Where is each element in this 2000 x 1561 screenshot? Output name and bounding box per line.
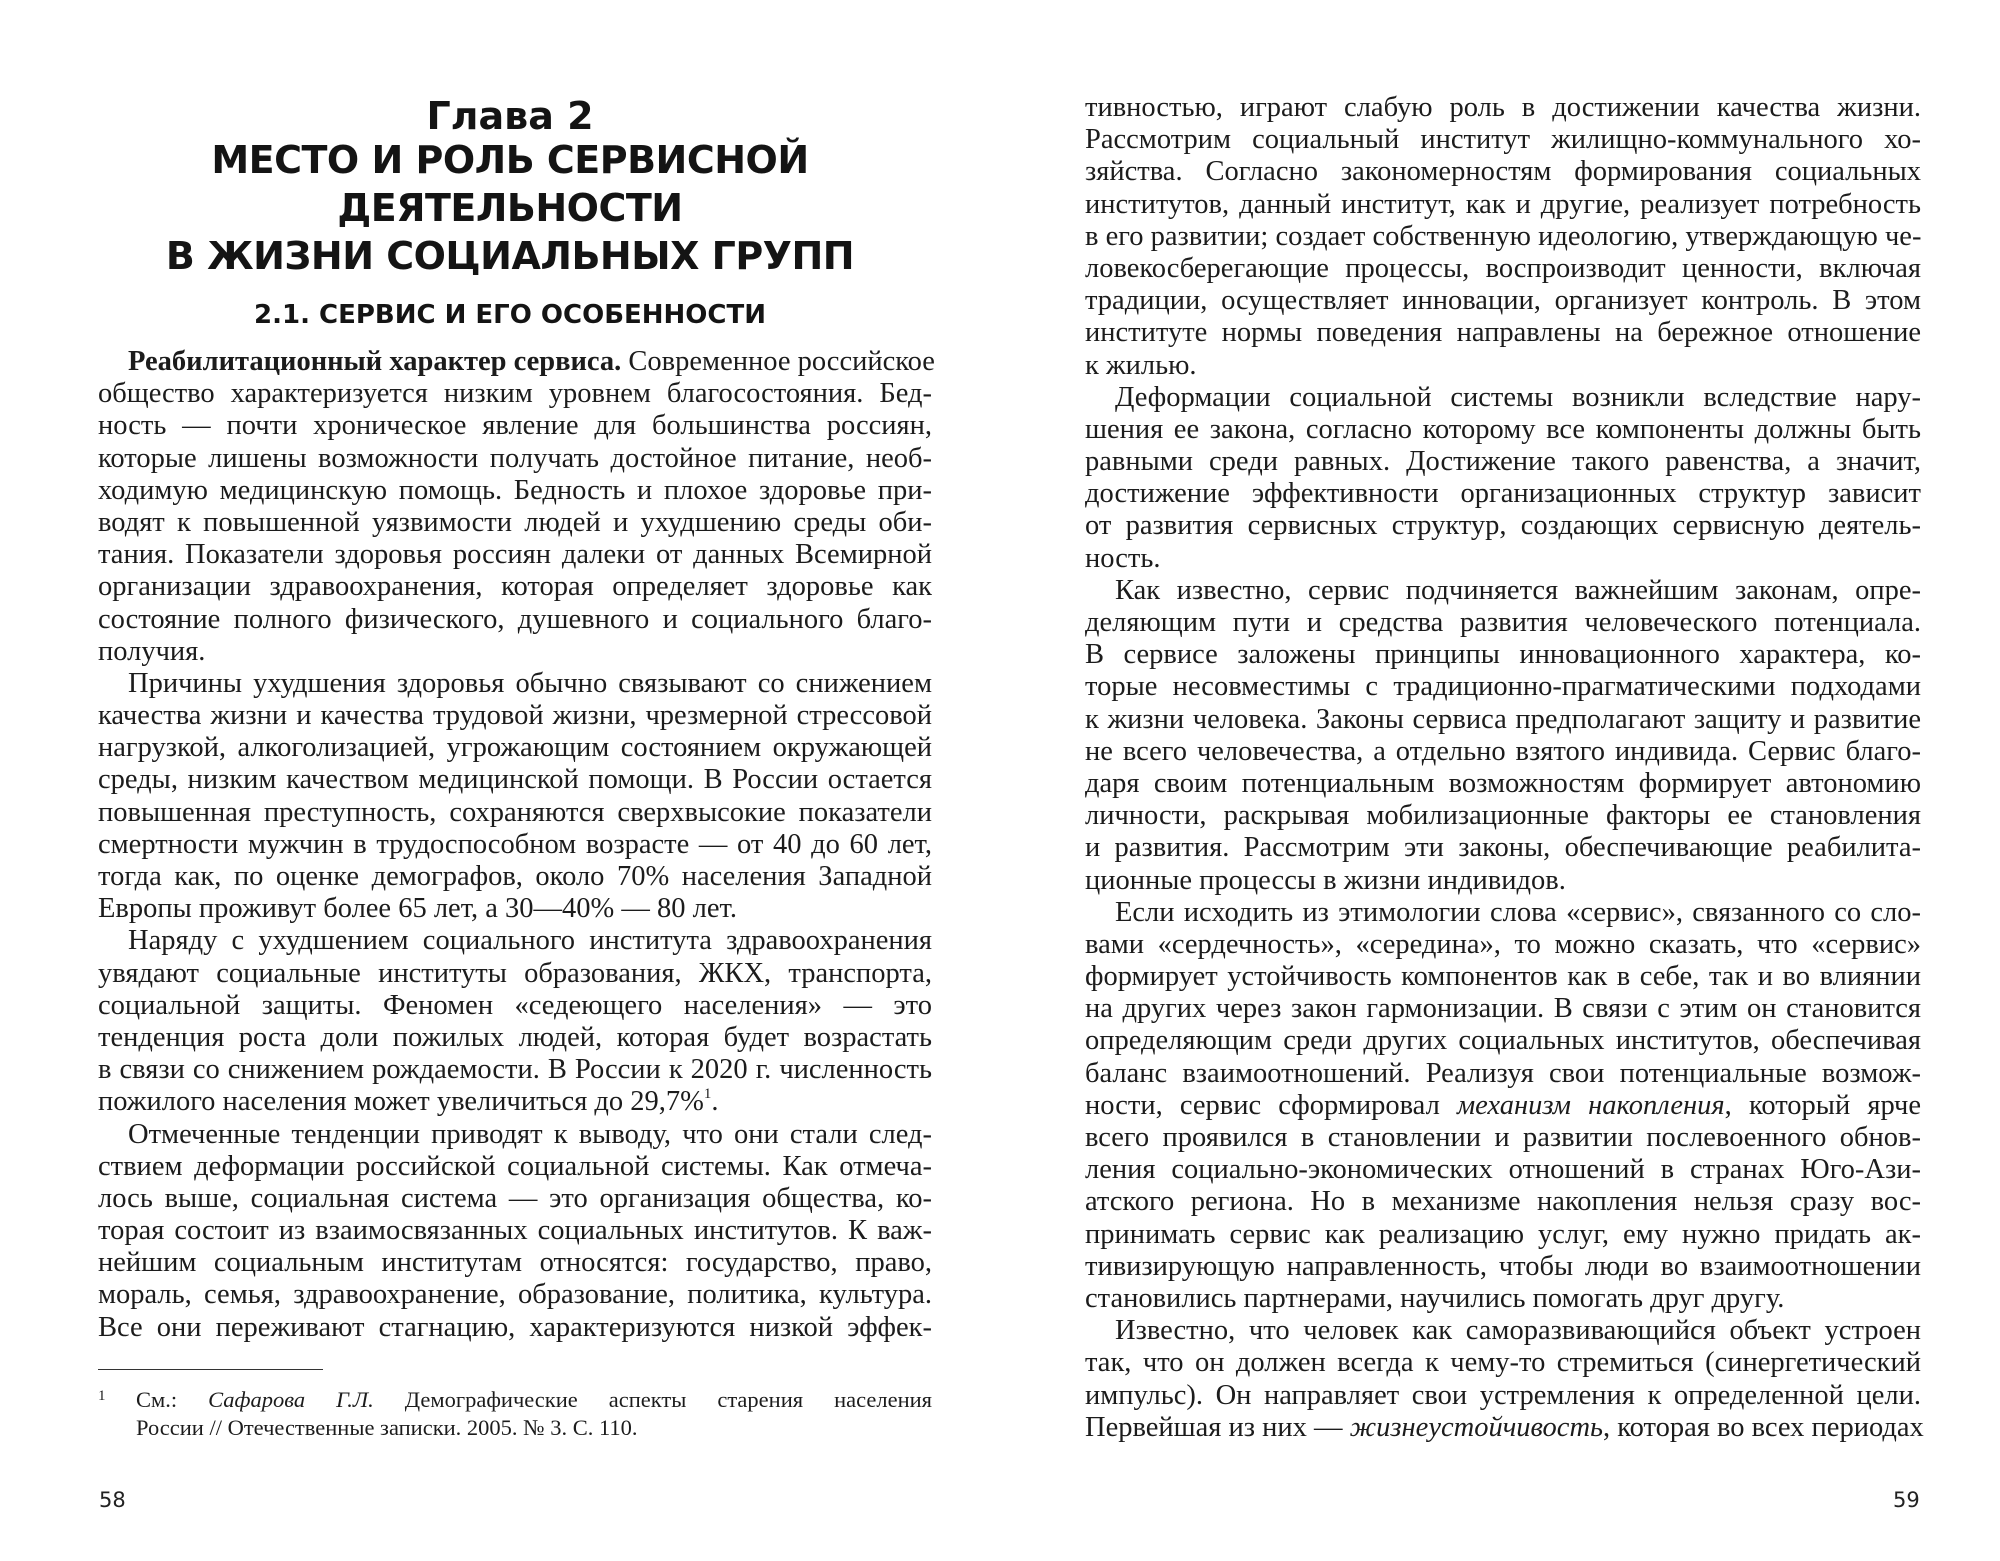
text-line: торые несовместимы с традиционно-прагматическими подходами xyxy=(1085,671,1921,703)
text-line: на других через закон гармонизации. В связи с этим он становится xyxy=(1085,993,1921,1025)
lead-bold-phrase: Реабилитационный характер сервиса. xyxy=(128,346,622,377)
text-line: институтов, данный институт, как и другие, реализует потребность xyxy=(1085,188,1921,220)
text-line: институте нормы поведения направлены на бережное отношение xyxy=(1085,317,1921,349)
text-line: достижение эффективности организационных структур зависит xyxy=(1085,478,1921,510)
footnote-reference[interactable]: 1 xyxy=(703,1086,712,1103)
text-line: увядают социальные институты образования, ЖКХ, транспорта, xyxy=(98,957,932,989)
footnote xyxy=(98,1386,932,1442)
text-line: так, что он должен всегда к чему-то стремиться (синергетический xyxy=(1085,1347,1921,1379)
text-line: к жилью. xyxy=(1085,349,1197,381)
text-line: Отмеченные тенденции приводят к выводу, что они стали след- xyxy=(128,1118,932,1150)
footnote-marker: 1 xyxy=(98,1388,106,1404)
text-line: вами «сердечность», «середина», то можно сказать, что «сервис» xyxy=(1085,928,1921,960)
text-line: атского региона. Но в механизме накопления нельзя сразу вос- xyxy=(1085,1186,1921,1218)
text-line: Европы проживут более 65 лет, а 30—40% — 80 лет. xyxy=(98,893,737,925)
text-line: ходимую медицинскую помощь. Бедность и плохое здоровье при- xyxy=(98,474,932,506)
chapter-title xyxy=(100,136,920,280)
text-line: смертности мужчин в трудоспособном возрасте — от 40 до 60 лет, xyxy=(98,828,932,860)
text-line: принимать сервис как реализацию услуг, ему нужно придать ак- xyxy=(1085,1218,1921,1250)
text-line: всего проявился в становлении и развитии послевоенного обнов- xyxy=(1085,1122,1921,1153)
text-line: определяющим среди других социальных институтов, обеспечивая xyxy=(1085,1025,1921,1057)
text-line: торая состоит из взаимосвязанных социальных институтов. К важ- xyxy=(98,1215,932,1247)
text-line: от развития сервисных структур, создающих сервисную деятель- xyxy=(1085,510,1921,542)
footnote-divider xyxy=(98,1369,323,1370)
page-number: 58 xyxy=(99,1488,126,1512)
text-line: тания. Показатели здоровья россиян далеки от данных Всемирной xyxy=(98,539,932,571)
text-line: Причины ухудшения здоровья обычно связывают со снижением xyxy=(128,667,932,699)
text-line: в связи со снижением рождаемости. В России к 2020 г. численность xyxy=(98,1054,932,1086)
left-body-text xyxy=(98,346,935,1344)
chapter-title-line: МЕСТО И РОЛЬ СЕРВИСНОЙ ДЕЯТЕЛЬНОСТИ xyxy=(211,138,809,230)
text-line: деляющим пути и средства развития человеческого потенциала. xyxy=(1085,607,1921,638)
text-line: Известно, что человек как саморазвивающийся объект устроен xyxy=(1115,1315,1921,1347)
text-line: равными среди равных. Достижение такого равенства, а значит, xyxy=(1085,446,1921,478)
text-line: Деформации социальной системы возникли вследствие нару- xyxy=(1115,381,1921,413)
text-line: среды, низким качеством медицинской помощи. В России остается xyxy=(98,764,932,796)
text-line: Как известно, сервис подчиняется важнейшим законам, опре- xyxy=(1115,574,1921,606)
text-line: нагрузкой, алкоголизацией, угрожающим состоянием окружающей xyxy=(98,732,932,764)
text-line: лось выше, социальная система — это организация общества, ко- xyxy=(98,1182,932,1214)
text-line: традиции, осуществляет инновации, организует контроль. В этом xyxy=(1085,285,1921,317)
text-line: тивизирующую направленность, чтобы люди во взаимоотношении xyxy=(1085,1250,1921,1282)
italic-term: механизм накопления xyxy=(1456,1089,1725,1121)
text-line: ционные процессы в жизни индивидов. xyxy=(1085,864,1566,896)
text-line: ления социально-экономических отношений в странах Юго-Ази- xyxy=(1085,1154,1921,1186)
text-line: пожилого населения может увеличиться до 29,7%$^1$. xyxy=(98,1086,719,1118)
text-line: ность — почти хроническое явление для большинства россиян, xyxy=(98,410,932,442)
text-line: Наряду с ухудшением социального института здравоохранения xyxy=(128,925,932,957)
text-line: зяйства. Согласно закономерностям формирования социальных xyxy=(1085,156,1921,188)
text-line: мораль, семья, здравоохранение, образование, политика, культура. xyxy=(98,1279,932,1311)
text-line: получия. xyxy=(98,635,206,667)
text-line: импульс). Он направляет свои устремления к определенной цели. xyxy=(1085,1379,1921,1411)
text-line: формирует устойчивость компонентов как в себе, так и во влиянии xyxy=(1085,961,1921,993)
text-line: в его развитии; создает собственную идеологию, утверждающую че- xyxy=(1085,220,1922,252)
text-line: тивностью, играют слабую роль в достижении качества жизни. xyxy=(1085,92,1921,123)
text-line: повышенная преступность, сохраняются сверхвысокие показатели xyxy=(98,796,932,828)
text-line: Первейшая из них — жизнеустойчивость, которая во всех периодах xyxy=(1085,1411,1924,1443)
text-line: состояние полного физического, душевного и социального благо- xyxy=(98,603,932,635)
footnote-line: России // Отечественные записки. 2005. № 3. С. 110. xyxy=(136,1415,638,1440)
text-line: водят к повышенной уязвимости людей и ухудшению среды оби- xyxy=(98,506,932,538)
footnote-line: См.: Сафарова Г.Л. Демографические аспекты старения населения xyxy=(136,1387,933,1412)
text-line: не всего человечества, а отдельно взятого индивида. Сервис благо- xyxy=(1085,735,1921,767)
text-line: ность. xyxy=(1085,542,1161,574)
text-line: шения ее закона, согласно которому все компоненты должны быть xyxy=(1085,413,1921,445)
chapter-label: Глава 2 xyxy=(426,94,594,138)
text-line: Все они переживают стагнацию, характеризуются низкой эффек- xyxy=(98,1311,932,1343)
section-title: 2.1. СЕРВИС И ЕГО ОСОБЕННОСТИ xyxy=(254,300,766,330)
text-line: баланс взаимоотношений. Реализуя свои потенциальные возмож- xyxy=(1085,1057,1921,1089)
text-line: ловекосберегающие процессы, воспроизводит ценности, включая xyxy=(1085,252,1921,284)
text-line: нейшим социальным институтам относятся: государство, право, xyxy=(98,1247,932,1279)
text-line: социальной защиты. Феномен «седеющего населения» — это xyxy=(98,989,932,1021)
text-line: тогда как, по оценке демографов, около 70% населения Западной xyxy=(98,861,932,892)
text-line: Рассмотрим социальный институт жилищно-коммунального хо- xyxy=(1085,124,1921,156)
text-line: качества жизни и качества трудовой жизни, чрезмерной стрессовой xyxy=(98,700,932,732)
text-line: становились партнерами, научились помогать друг другу. xyxy=(1085,1282,1785,1314)
text-line: ности, сервис сформировал механизм накопления, который ярче xyxy=(1085,1089,1922,1121)
text-line: организации здравоохранения, которая определяет здоровье как xyxy=(98,571,932,603)
text-line: общество характеризуется низким уровнем благосостояния. Бед- xyxy=(98,378,932,410)
chapter-title-line: В ЖИЗНИ СОЦИАЛЬНЫХ ГРУПП xyxy=(165,234,855,278)
text-line: тенденция роста доли пожилых людей, которая будет возрастать xyxy=(98,1021,932,1053)
text-line: и развития. Рассмотрим эти законы, обеспечивающие реабилита- xyxy=(1085,832,1921,864)
text-line: к жизни человека. Законы сервиса предполагают защиту и развитие xyxy=(1085,703,1921,735)
text-line: даря своим потенциальным возможностям формирует автономию xyxy=(1085,767,1921,799)
text-line: личности, раскрывая мобилизационные факторы ее становления xyxy=(1085,800,1921,832)
right-body-text xyxy=(1085,92,1924,1444)
text-line: Если исходить из этимологии слова «сервис», связанного со сло- xyxy=(1115,896,1921,928)
text-line: ствием деформации российской социальной системы. Как отмеча- xyxy=(98,1150,932,1182)
page-number: 59 xyxy=(1893,1488,1920,1512)
text-line: В сервисе заложены принципы инновационного характера, ко- xyxy=(1085,639,1921,671)
text-line: Реабилитационный характер сервиса. Современное российское xyxy=(128,346,935,377)
footnote-author: Сафарова Г.Л. xyxy=(208,1387,374,1412)
italic-term: жизнеустойчивость xyxy=(1349,1411,1603,1443)
text-line: которые лишены возможности получать достойное питание, необ- xyxy=(98,442,932,474)
